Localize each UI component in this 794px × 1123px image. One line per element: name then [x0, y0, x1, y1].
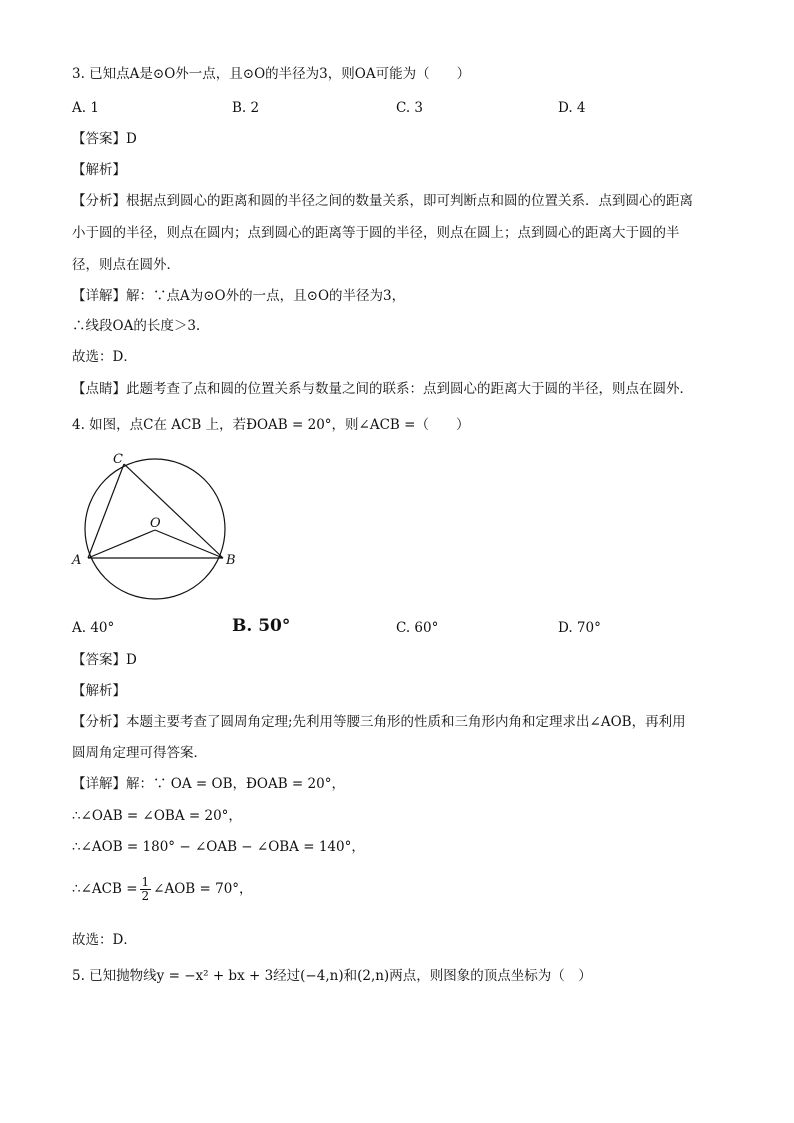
q4-detail4-suffix: ∠AOB = 70°，	[153, 881, 253, 897]
fraction-numerator: 1	[141, 875, 150, 889]
q4-option-a: A. 40°	[72, 620, 115, 636]
q3-comment: 【点睛】此题考查了点和圆的位置关系与数量之间的联系：点到圆心的距离大于圆的半径，则点在圆外．	[72, 381, 693, 397]
q4-jiexi: 【解析】	[72, 683, 126, 699]
segment-ca	[88, 464, 124, 558]
q5-stem: 5. 已知抛物线y = −x² + bx + 3经过(−4,n)和(2,n)两点，则图象的顶点坐标为（ ）	[72, 968, 592, 984]
q4-circle-figure	[66, 446, 256, 616]
q3-detail-line1: 【详解】解：∵点A为⊙O外的一点，且⊙O的半径为3，	[72, 288, 406, 304]
segment-ob	[155, 530, 223, 558]
label-b: B	[226, 553, 236, 568]
q4-analysis-line1: 【分析】本题主要考查了圆周角定理;先利用等腰三角形的性质和三角形内角和定理求出∠AOB，再利用	[72, 714, 686, 730]
q3-analysis-line3: 径，则点在圆外．	[72, 257, 180, 273]
q3-option-b: B. 2	[232, 100, 260, 116]
q4-analysis-line2: 圆周角定理可得答案．	[72, 745, 207, 761]
q4-answer: 【答案】D	[72, 652, 137, 668]
q4-detail-line1: 【详解】解：∵ OA = OB，ÐOAB = 20°，	[72, 776, 345, 792]
q4-option-c: C. 60°	[396, 620, 439, 636]
q3-jiexi: 【解析】	[72, 162, 126, 178]
q3-option-a: A. 1	[72, 100, 99, 116]
q3-analysis-line2: 小于圆的半径，则点在圆内；点到圆心的距离等于圆的半径，则点在圆上；点到圆心的距离大于圆的半	[72, 225, 680, 241]
segment-cb	[124, 464, 223, 558]
q3-choose: 故选：D．	[72, 349, 137, 365]
q4-detail-line4	[72, 876, 253, 903]
q4-choose: 故选：D．	[72, 932, 137, 948]
q4-detail4-prefix: ∴∠ACB =	[72, 881, 138, 897]
fraction-denominator: 2	[141, 889, 150, 903]
q4-detail-line2: ∴∠OAB = ∠OBA = 20°，	[72, 808, 242, 824]
label-o: O	[150, 516, 161, 531]
segment-oa	[88, 530, 155, 558]
q3-option-d: D. 4	[558, 100, 586, 116]
q4-option-d: D. 70°	[558, 620, 601, 636]
q3-answer: 【答案】D	[72, 131, 137, 147]
q4-option-b: B. 50°	[232, 616, 291, 636]
label-c: C	[113, 452, 123, 467]
q3-analysis-line1: 【分析】根据点到圆心的距离和圆的半径之间的数量关系，即可判断点和圆的位置关系．点到圆心的距离	[72, 193, 693, 209]
q3-detail-line2: ∴线段OA的长度＞3.	[72, 318, 201, 334]
label-a: A	[72, 553, 82, 568]
q4-detail-line3: ∴∠AOB = 180° − ∠OAB − ∠OBA = 140°，	[72, 839, 365, 855]
q4-stem: 4. 如图，点C在 ACB 上，若ÐOAB = 20°，则∠ACB =（ ）	[72, 417, 470, 433]
q3-option-c: C. 3	[396, 100, 424, 116]
fraction-one-half	[140, 876, 152, 903]
q3-stem: 3. 已知点A是⊙O外一点，且⊙O的半径为3，则OA可能为（ ）	[72, 66, 471, 82]
